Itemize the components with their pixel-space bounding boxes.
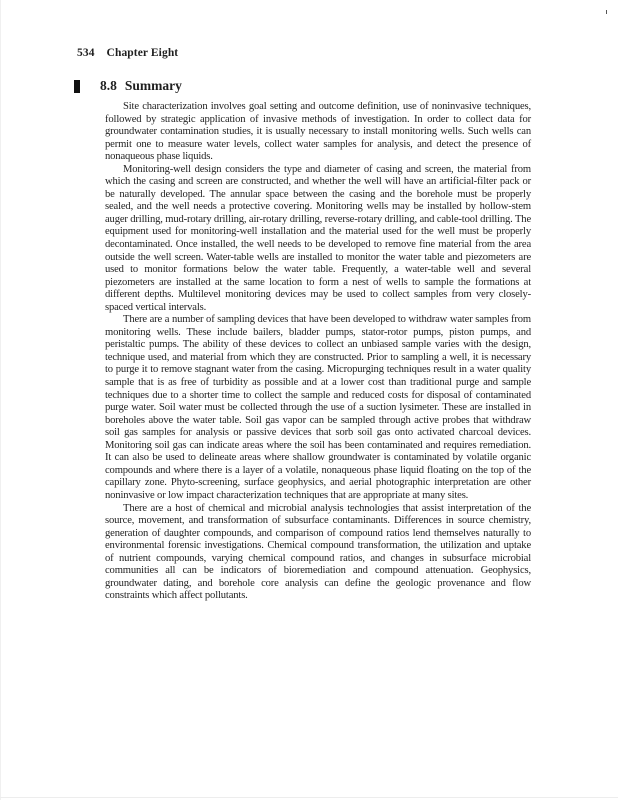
section-number: 8.8 <box>100 78 117 93</box>
section-marker-bar <box>74 80 80 93</box>
section-title-text: Summary <box>124 78 182 93</box>
paragraph-4: There are a host of chemical and microbial analysis technologies that assist interpretation of the source, movement, and transformation of subsurface contaminants. Differences in source chemistry, generation of daughter compounds, and comparison of compound ratios lend themselves naturally to environmental forensic investigations. Chemical compound transformation, the utilization and uptake of nutrient compounds, varying chemical compound ratios, and changes in subsurface microbial communities all can be indicators of bioremediation and compound attenuation. Geophysics, groundwater dating, and borehole core analysis can define the geologic provenance and flow constraints which affect pollutants. <box>105 502 531 602</box>
paragraph-3: There are a number of sampling devices that have been developed to withdraw water samples from monitoring wells. These include bailers, bladder pumps, stator-rotor pumps, piston pumps, and peristaltic pumps. The ability of these devices to collect an unbiased sample varies with the design, technique used, and material from which they are constructed. Prior to sampling a well, it is necessary to purge it to remove stagnant water from the casing. Micropurging techniques result in a water quality sample that is as free of turbidity as possible and at a lower cost than traditional purge and sample techniques due to a shorter time to collect the sample and reduced costs for disposal of contaminated purge water. Soil water must be collected through the use of a suction lysimeter. These are installed in boreholes above the water table. Soil gas vapor can be sampled through active probes that withdraw soil gas samples for analysis or passive devices that sorb soil gas onto activated charcoal devices. Monitoring soil gas can indicate areas where the soil has been contaminated and requires remediation. It can also be used to delineate areas where shallow groundwater is contaminated by volatile organic compounds and where there is a layer of a volatile, nonaqueous phase liquid floating on the top of the capillary zone. Phyto-screening, surface geophysics, and aerial photographic interpretation are other noninvasive or low impact characterization techniques that are appropriate at many sites. <box>105 314 531 501</box>
paragraph-2: Monitoring-well design considers the type and diameter of casing and screen, the material from which the casing and screen are constructed, and whether the well will have an artificial-filter pack or be naturally developed. The annular space between the casing and the borehole must be properly sealed, and the well needs a protective covering. Monitoring wells may be installed by hollow-stem auger drilling, mud-rotary drilling, air-rotary drilling, reverse-rotary drilling, and cable-tool drilling. The equipment used for monitoring-well installation and the material used for the well must be properly decontaminated. Once installed, the well needs to be developed to remove fine material from the area outside the well screen. Water-table wells are installed to monitor the water table and piezometers are used to monitor formations below the water table. Frequently, a water-table well and several piezometers are installed at the same location to form a nest of wells to sample the formations at different depths. Multilevel monitoring devices may be used to collect samples from very closely-spaced vertical intervals. <box>105 163 531 313</box>
section-heading <box>74 78 574 96</box>
chapter-title: Chapter Eight <box>106 47 179 59</box>
section-title <box>100 78 182 94</box>
page-number: 534 <box>77 47 95 59</box>
page-edge-line <box>0 0 1 800</box>
body-text <box>105 101 531 603</box>
crop-mark <box>606 10 607 14</box>
running-header <box>77 47 178 59</box>
paragraph-1: Site characterization involves goal setting and outcome definition, use of noninvasive techniques, followed by strategic application of invasive methods of investigation. In order to collect data for groundwater contamination studies, it is usually necessary to install monitoring wells. Such wells can permit one to measure water levels, collect water samples for analysis, and detect the presence of nonaqueous phase liquids. <box>105 101 531 163</box>
page-bottom-edge <box>0 797 618 798</box>
